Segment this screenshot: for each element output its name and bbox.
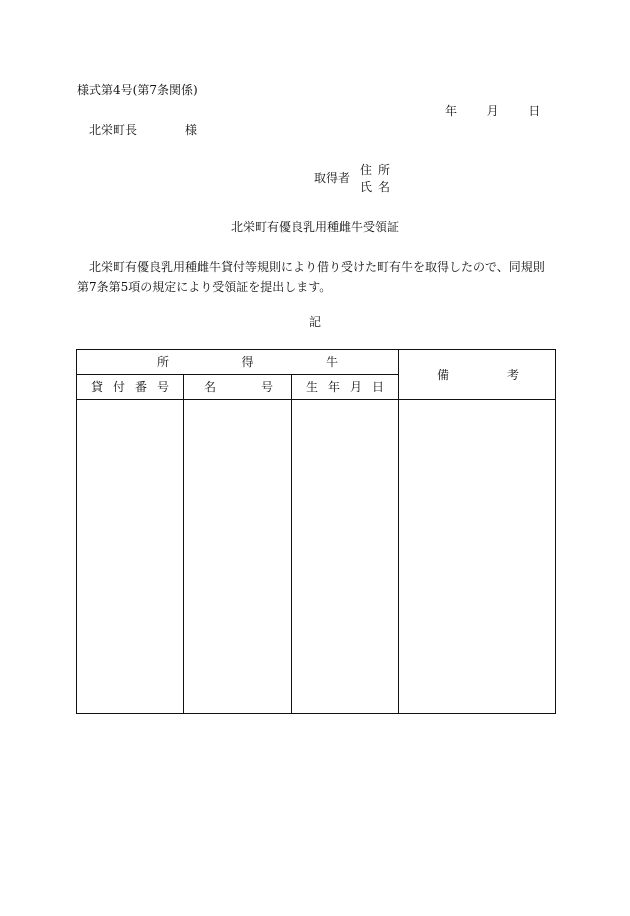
cell-name[interactable] <box>184 400 292 714</box>
addressee-honorific: 様 <box>185 123 198 137</box>
acquired-cattle-table <box>76 349 556 714</box>
document-title: 北栄町有優良乳用種雌牛受領証 <box>230 220 399 234</box>
header-birth-date: 生 年 月 日 <box>292 375 399 400</box>
form-number: 様式第4号(第7条関係) <box>77 83 198 97</box>
group-header-acquired-cattle: 所 得 牛 <box>77 350 399 375</box>
ki-label: 記 <box>308 315 321 329</box>
acquirer-label: 取得者 <box>314 171 351 185</box>
body-text: 北栄町有優良乳用種雌牛貸付等規則により借り受けた町有牛を取得したので、同規則第7条第5項の規定により受領証を提出します。 <box>77 260 545 294</box>
name-label: 氏名 <box>360 180 397 194</box>
cell-remarks[interactable] <box>399 400 556 714</box>
date-line <box>445 105 540 117</box>
addressee-name: 北栄町長 <box>89 123 138 137</box>
header-name: 名 号 <box>184 375 292 400</box>
header-loan-number: 貸 付 番 号 <box>77 375 184 400</box>
header-remarks: 備 考 <box>399 350 556 400</box>
addressee <box>89 124 197 136</box>
cell-loan-number[interactable] <box>77 400 184 714</box>
date-year-label: 年 <box>445 104 458 118</box>
cell-birth-date[interactable] <box>292 400 399 714</box>
address-label: 住所 <box>360 163 397 177</box>
date-month-label: 月 <box>486 104 499 118</box>
date-day-label: 日 <box>528 104 541 118</box>
